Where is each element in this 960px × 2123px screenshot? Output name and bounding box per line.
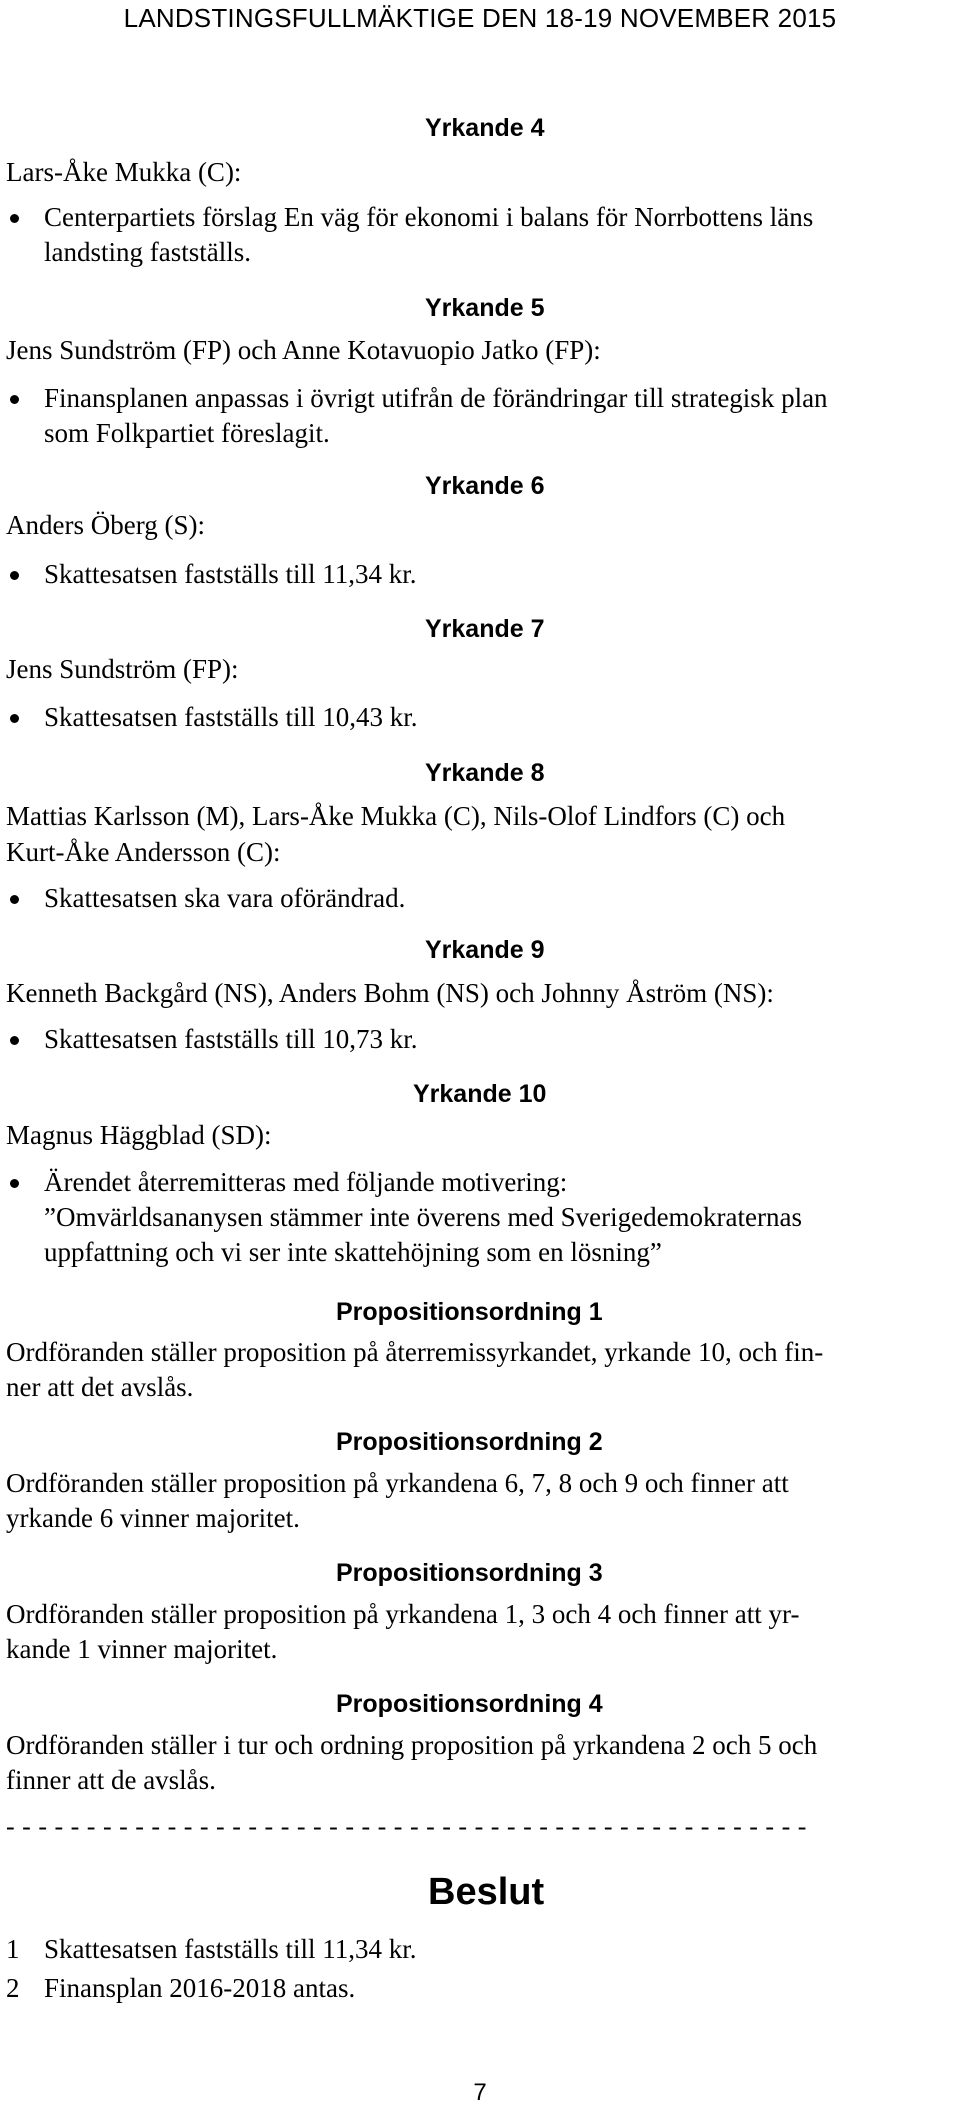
yrkande-7-speaker: Jens Sundström (FP): bbox=[6, 654, 239, 684]
yrkande-10-heading: Yrkande 10 bbox=[413, 1080, 547, 1108]
bullet-icon bbox=[10, 714, 19, 723]
yrkande-6-speaker: Anders Öberg (S): bbox=[6, 510, 205, 540]
propositionsordning-2-heading: Propositionsordning 2 bbox=[336, 1428, 603, 1456]
bullet-icon bbox=[10, 395, 19, 404]
propositionsordning-1-text: Ordföranden ställer proposition på återremissyrkandet, yrkande 10, och fin- bbox=[6, 1337, 824, 1367]
bullet-icon bbox=[10, 1036, 19, 1045]
propositionsordning-4-heading: Propositionsordning 4 bbox=[336, 1690, 603, 1718]
propositionsordning-4-text: finner att de avslås. bbox=[6, 1765, 216, 1795]
beslut-item-text: Skattesatsen fastställs till 11,34 kr. bbox=[44, 1934, 417, 1964]
propositionsordning-3-text: Ordföranden ställer proposition på yrkandena 1, 3 och 4 och finner att yr- bbox=[6, 1599, 800, 1629]
beslut-item-number: 2 bbox=[6, 1973, 20, 2003]
yrkande-10-speaker: Magnus Häggblad (SD): bbox=[6, 1120, 272, 1150]
bullet-icon bbox=[10, 571, 19, 580]
beslut-item-number: 1 bbox=[6, 1934, 20, 1964]
yrkande-8-heading: Yrkande 8 bbox=[425, 759, 545, 787]
bullet-line: som Folkpartiet föreslagit. bbox=[44, 418, 330, 448]
yrkande-5-speaker: Jens Sundström (FP) och Anne Kotavuopio Jatko (FP): bbox=[6, 335, 601, 365]
bullet-line: Skattesatsen fastställs till 10,73 kr. bbox=[44, 1024, 418, 1054]
bullet-line: Finansplanen anpassas i övrigt utifrån de förändringar till strategisk plan bbox=[44, 383, 828, 413]
yrkande-9-speaker: Kenneth Backgård (NS), Anders Bohm (NS) och Johnny Åström (NS): bbox=[6, 978, 774, 1008]
bullet-line: landsting fastställs. bbox=[44, 237, 251, 267]
dashed-separator: - - - - - - - - - - - - - - - - - - - - - - - - - - - - - - - - - - - - - - - - - - - - - - - - - - bbox=[6, 1812, 807, 1841]
yrkande-4-heading: Yrkande 4 bbox=[425, 114, 545, 142]
bullet-line: ”Omvärldsananysen stämmer inte överens med Sverigedemokraternas bbox=[44, 1202, 802, 1232]
bullet-line: Skattesatsen fastställs till 11,34 kr. bbox=[44, 559, 417, 589]
bullet-icon bbox=[10, 895, 19, 904]
propositionsordning-3-text: kande 1 vinner majoritet. bbox=[6, 1634, 278, 1664]
bullet-line: Skattesatsen fastställs till 10,43 kr. bbox=[44, 702, 418, 732]
propositionsordning-2-text: yrkande 6 vinner majoritet. bbox=[6, 1503, 300, 1533]
yrkande-5-heading: Yrkande 5 bbox=[425, 294, 545, 322]
yrkande-8-speaker-line: Kurt-Åke Andersson (C): bbox=[6, 837, 281, 867]
beslut-item-text: Finansplan 2016-2018 antas. bbox=[44, 1973, 356, 2003]
beslut-heading: Beslut bbox=[428, 1871, 545, 1913]
yrkande-8-speaker-line: Mattias Karlsson (M), Lars-Åke Mukka (C), Nils-Olof Lindfors (C) och bbox=[6, 801, 786, 831]
propositionsordning-1-text: ner att det avslås. bbox=[6, 1372, 194, 1402]
propositionsordning-1-heading: Propositionsordning 1 bbox=[336, 1298, 603, 1326]
yrkande-7-heading: Yrkande 7 bbox=[425, 615, 545, 643]
propositionsordning-3-heading: Propositionsordning 3 bbox=[336, 1559, 603, 1587]
yrkande-9-heading: Yrkande 9 bbox=[425, 936, 545, 964]
page-header: LANDSTINGSFULLMÄKTIGE DEN 18-19 NOVEMBER 2015 bbox=[123, 3, 837, 33]
page-number: 7 bbox=[473, 2079, 487, 2106]
yrkande-4-speaker: Lars-Åke Mukka (C): bbox=[6, 157, 242, 187]
bullet-line: uppfattning och vi ser inte skattehöjning som en lösning” bbox=[44, 1237, 662, 1267]
bullet-line: Ärendet återremitteras med följande motivering: bbox=[44, 1167, 568, 1197]
bullet-icon bbox=[10, 214, 19, 223]
bullet-line: Centerpartiets förslag En väg för ekonomi i balans för Norrbottens läns bbox=[44, 202, 814, 232]
yrkande-6-heading: Yrkande 6 bbox=[425, 472, 545, 500]
propositionsordning-2-text: Ordföranden ställer proposition på yrkandena 6, 7, 8 och 9 och finner att bbox=[6, 1468, 789, 1498]
propositionsordning-4-text: Ordföranden ställer i tur och ordning proposition på yrkandena 2 och 5 och bbox=[6, 1730, 818, 1760]
bullet-line: Skattesatsen ska vara oförändrad. bbox=[44, 883, 406, 913]
bullet-icon bbox=[10, 1179, 19, 1188]
